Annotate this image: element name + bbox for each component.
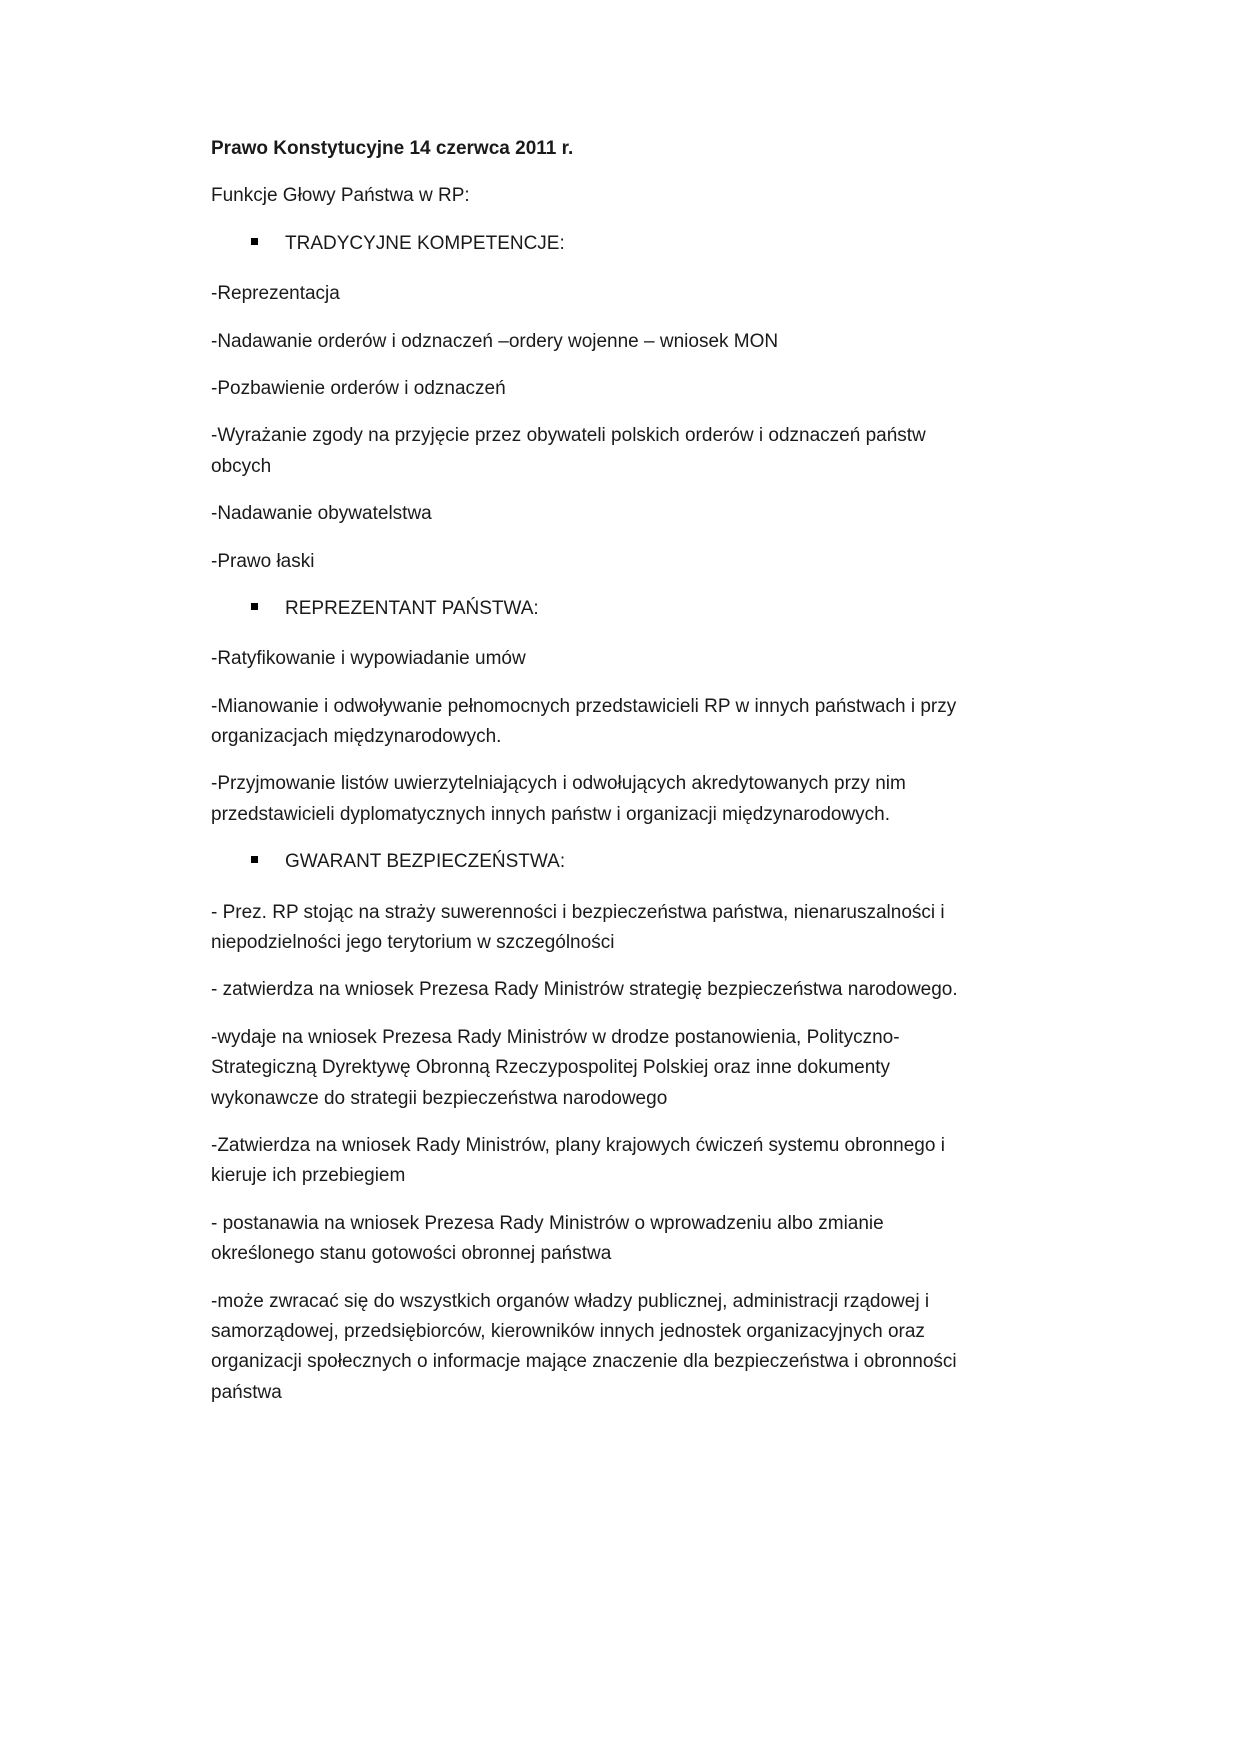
paragraph: -Przyjmowanie listów uwierzytelniających i odwołujących akredytowanych przy nim przedstawicieli dyplomatycznych innych państw i organizacji międzynarodowych. <box>211 773 906 825</box>
section-heading-state-representative <box>211 594 958 624</box>
paragraph: -Reprezentacja <box>211 283 340 305</box>
section-heading-label: REPREZENTANT PAŃSTWA: <box>285 597 539 619</box>
section-heading-label: TRADYCYJNE KOMPETENCJE: <box>285 232 565 254</box>
paragraph: -Ratyfikowanie i wypowiadanie umów <box>211 648 526 670</box>
paragraph: - Prez. RP stojąc na straży suwerenności i bezpieczeństwa państwa, nienaruszalności i niepodzielności jego terytorium w szczególności <box>211 901 945 954</box>
bullet-icon <box>251 856 258 863</box>
document-title: Prawo Konstytucyjne 14 czerwca 2011 r. <box>211 138 574 159</box>
paragraph: - zatwierdza na wniosek Prezesa Rady Ministrów strategię bezpieczeństwa narodowego. <box>211 979 958 1001</box>
paragraph: -Pozbawienie orderów i odznaczeń <box>211 377 506 399</box>
paragraph: -wydaje na wniosek Prezesa Rady Ministrów w drodze postanowienia, Polityczno-Strategiczną Dyrektywę Obronną Rzeczypospolitej Polskiej oraz inne dokumenty wykonawcze do strategii bezpieczeństwa narodowego <box>211 1026 900 1109</box>
paragraph: - postanawia na wniosek Prezesa Rady Ministrów o wprowadzeniu albo zmianie określonego stanu gotowości obronnej państwa <box>211 1212 884 1265</box>
paragraph: -może zwracać się do wszystkich organów władzy publicznej, administracji rządowej i samorządowej, przedsiębiorców, kierowników innych jednostek organizacyjnych oraz organizacji społecznych o informacje mające znaczenie dla bezpieczeństwa i obronności państwa <box>211 1290 957 1403</box>
bullet-icon <box>251 238 258 245</box>
paragraph: -Wyrażanie zgody na przyjęcie przez obywateli polskich orderów i odznaczeń państw obcych <box>211 425 926 477</box>
paragraph: -Zatwierdza na wniosek Rady Ministrów, plany krajowych ćwiczeń systemu obronnego i kieruje ich przebiegiem <box>211 1134 945 1187</box>
paragraph: -Nadawanie obywatelstwa <box>211 503 432 525</box>
document-intro: Funkcje Głowy Państwa w RP: <box>211 185 470 207</box>
section-heading-label: GWARANT BEZPIECZEŃSTWA: <box>285 851 566 873</box>
bullet-icon <box>251 603 258 610</box>
section-heading-traditional-competences <box>211 229 958 259</box>
paragraph: -Prawo łaski <box>211 550 315 572</box>
section-heading-security-guarantor <box>211 847 958 877</box>
paragraph: -Mianowanie i odwoływanie pełnomocnych przedstawicieli RP w innych państwach i przy organizacjach międzynarodowych. <box>211 695 957 748</box>
paragraph: -Nadawanie orderów i odznaczeń –ordery wojenne – wniosek MON <box>211 330 779 352</box>
